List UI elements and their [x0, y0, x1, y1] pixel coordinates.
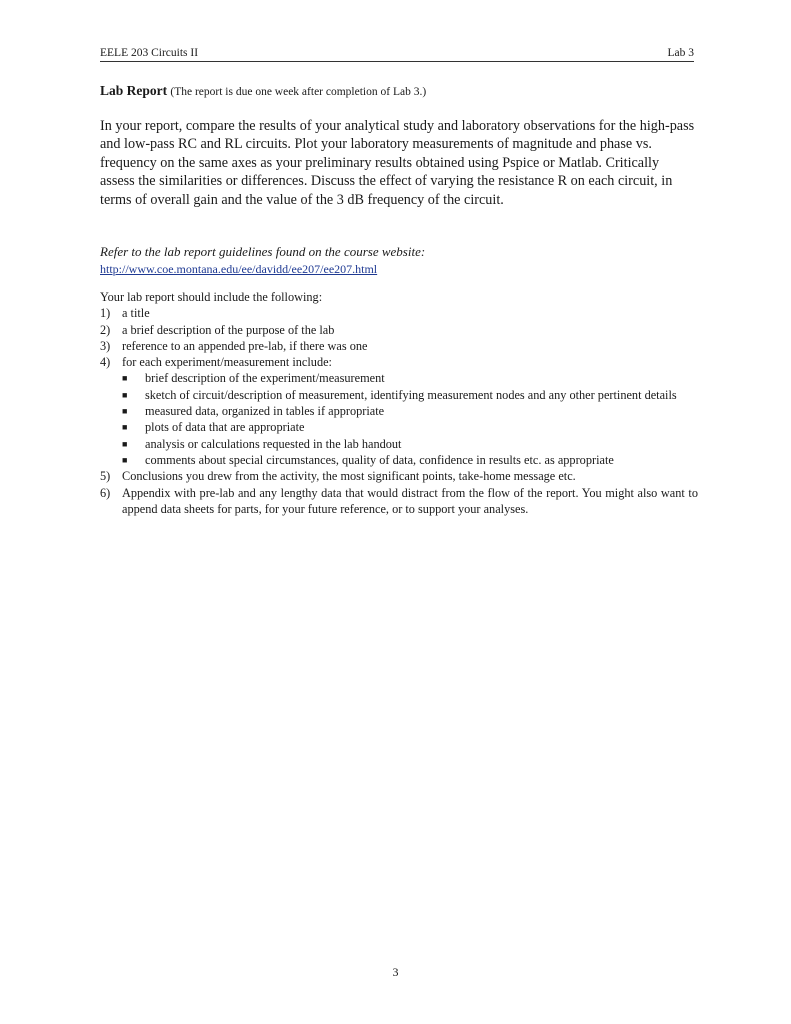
report-lead: Your lab report should include the following:: [100, 290, 323, 304]
sub-list-item: [100, 370, 698, 386]
guidelines-reference: [100, 243, 700, 278]
list-item: [100, 468, 698, 484]
page-header: [100, 46, 694, 62]
page-number: 3: [392, 965, 399, 979]
sub-item-text: analysis or calculations requested in the lab handout: [145, 436, 402, 451]
sub-list-item: [100, 436, 698, 452]
course-website-link[interactable]: http://www.coe.montana.edu/ee/davidd/ee207/ee207.html: [100, 262, 378, 276]
sub-item-text: sketch of circuit/description of measurement, identifying measurement nodes and any other pertinent details: [145, 387, 677, 402]
item-text: for each experiment/measurement include:: [122, 355, 332, 370]
list-item: [100, 322, 698, 338]
sub-list-item: [100, 387, 698, 403]
item-text: a brief description of the purpose of the lab: [122, 322, 335, 337]
item-number: 2): [100, 322, 111, 337]
header-course: EELE 203 Circuits II: [100, 47, 199, 59]
item-text: a title: [122, 306, 150, 321]
sub-item-text: measured data, organized in tables if appropriate: [145, 404, 385, 419]
sub-list-item: [100, 452, 698, 468]
lab-report-due-note: (The report is due one week after completion of Lab 3.): [170, 86, 427, 98]
item-number: 1): [100, 306, 111, 321]
list-item: [100, 305, 698, 321]
lab-report-title: [100, 83, 700, 100]
guidelines-text: Refer to the lab report guidelines found on the course website:: [100, 244, 426, 259]
sub-list-item: [100, 419, 698, 435]
sub-item-text: plots of data that are appropriate: [145, 420, 305, 435]
sub-item-text: brief description of the experiment/measurement: [145, 371, 385, 386]
item-number: 4): [100, 355, 111, 370]
item-text: Conclusions you drew from the activity, the most significant points, take-home message etc.: [122, 469, 576, 484]
square-bullet-icon: ■: [122, 389, 128, 400]
item-number: 3): [100, 338, 111, 353]
item-text: reference to an appended pre-lab, if there was one: [122, 338, 368, 353]
square-bullet-icon: ■: [122, 438, 128, 449]
sub-list-item: [100, 403, 698, 419]
list-item: [100, 338, 698, 354]
list-item: [100, 354, 698, 370]
header-lab: Lab 3: [667, 47, 694, 59]
sub-item-text: comments about special circumstances, quality of data, confidence in results etc. as appropriate: [145, 452, 614, 467]
item-number: 5): [100, 469, 111, 484]
item-text: Appendix with pre-lab and any lengthy data that would distract from the flow of the report. You might also want to append data sheets for parts, for your future reference, or to support your analyses.: [122, 485, 698, 516]
square-bullet-icon: ■: [122, 422, 128, 433]
report-contents: [100, 289, 698, 517]
list-item: [100, 485, 698, 518]
intro-paragraph: In your report, compare the results of your analytical study and laboratory observations for the high-pass and low-pass RC and RL circuits. Plot your laboratory measurements of magnitude and phase vs. frequency on the same axes as your preliminary results obtained using Pspice or Matlab. Critically assess the similarities or differences. Discuss the effect of varying the resistance R on each circuit, in terms of overall gain and the value of the 3 dB frequency of the circuit.: [100, 118, 695, 208]
square-bullet-icon: ■: [122, 406, 128, 417]
square-bullet-icon: ■: [122, 373, 128, 384]
square-bullet-icon: ■: [122, 454, 128, 465]
lab-report-heading: Lab Report: [100, 83, 168, 98]
item-number: 6): [100, 485, 111, 500]
